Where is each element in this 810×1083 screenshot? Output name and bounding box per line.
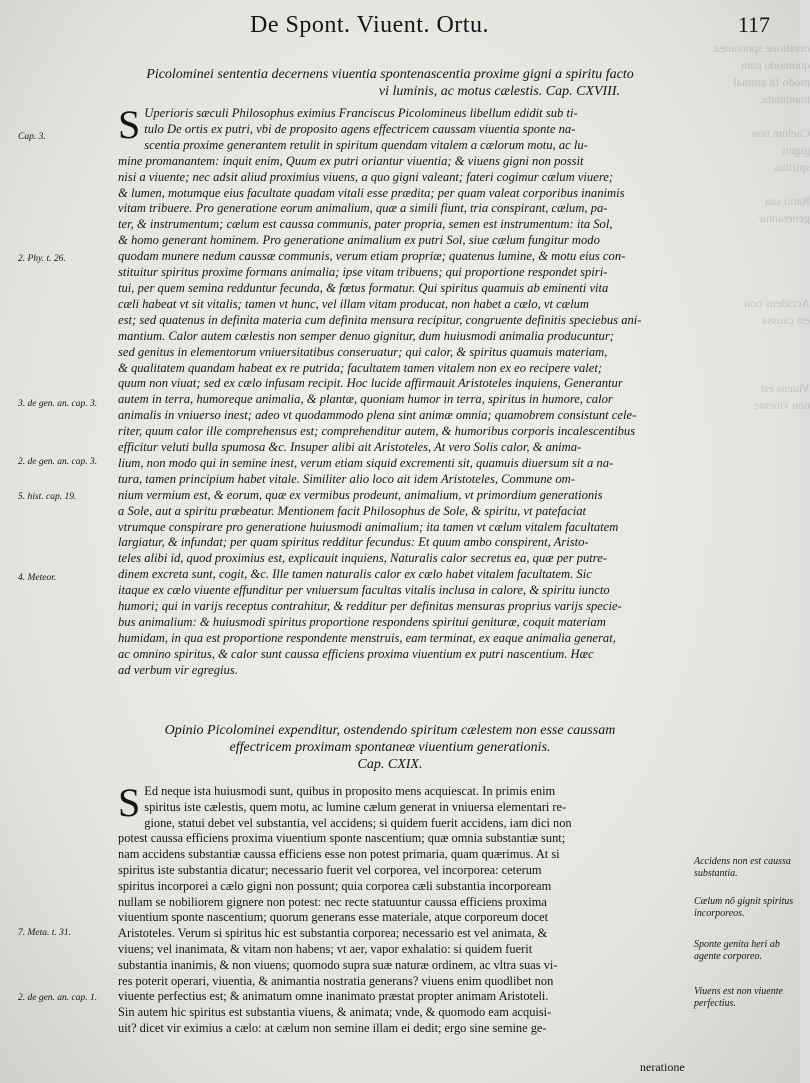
text-line: cæli habeat vt sit vitalis; tamen vt hunc, vel illam vitam producat, non habet a cælo, vt cælum	[118, 296, 590, 311]
margin-note: Accidens non est caussa substantia.	[694, 856, 791, 879]
text-line: Ed neque ista huiusmodi sunt, quibus in proposito mens acquiescat. In primis enim	[144, 784, 556, 798]
text-line: uit? dicet vir eximius a cælo: at cælum non semine illam ei dedit; ergo sine semine ge-	[118, 1020, 547, 1035]
show-through-line: generantur	[758, 211, 810, 225]
text-line: tui, per quem semina redduntur fecunda, & fœtus formatur. Qui spiritus quamuis ab eminenti vita	[118, 280, 609, 295]
margin-note: 2. de gen. an. cap. 1.	[18, 993, 98, 1003]
text-line: Uperioris sæculi Philosophus eximius Franciscus Picolomineus libellum edidit sub ti-	[144, 106, 578, 120]
text-line: autem in terra, humoreque animalia, & plantæ, quoniam humor in terra, spiritus in humore, calor	[118, 392, 613, 407]
show-through-line	[690, 227, 810, 244]
text-line: lium, non modo qui in semine inest, verum etiam siquid excrementi sit, quamuis diuersum sit a na-	[118, 455, 614, 470]
text-line: mantium. Calor autem cælestis non semper denuo gignitur, dum huiusmodi animalia producuntur;	[118, 328, 614, 343]
show-through-text	[690, 0, 810, 1083]
show-through-line: Accidens non	[744, 296, 810, 310]
text-line: mine promanantem: inquit enim, Quum ex putri oriantur viuentia; & viuens gigni non possit	[118, 153, 584, 168]
text-line: substantia inanimis, & non viuens; quomodo supra suæ naturæ ordinem, ac vltra suas vi-	[118, 957, 558, 972]
show-through-line: neratione spontanea.	[711, 41, 810, 55]
show-through-line: Ratio sua	[765, 194, 810, 208]
text-line: & qualitatem quandam habeat ex re putrida; facultatem tamen vitalem non ex eo recipere valet;	[118, 360, 603, 375]
text-line: scentia proxime generantem retulit in spiritum quendam vitalem a cælorum motu, ac lu-	[144, 137, 588, 152]
text-line: viuentium sponte nascentium; quorum generans esse materiale, atque corporeum docet	[118, 910, 549, 925]
text-line: Aristoteles. Verum si spiritus hic est substantia corporea; necessario est vel animata, &	[118, 926, 548, 941]
text-line: & lumen, motumque eius facultate quadam vitali esse prædita; per quam valeat corporibus inanimis	[118, 185, 625, 200]
text-line: & homo generant hominem. Pro generatione animalium ex putri Sol, siue cælum fungitur modo	[118, 233, 600, 248]
text-line: nium vermium est, & eorum, quæ ex vermibus prodeunt, animalium, vt primordium generationis	[118, 487, 603, 502]
margin-note: 5. hist. cap. 19.	[18, 492, 77, 502]
chapter-119-body	[118, 780, 684, 1037]
text-line: quum non viuat; sed ex cælo infusam recipit. Hoc lucide affirmauit Aristoteles inquiens, Generantur	[118, 376, 623, 391]
text-line: bus animalium: & huiusmodi spiritus proportione respondens spiritui genituræ, coquit materiam	[118, 615, 606, 629]
show-through-line	[690, 346, 810, 363]
margin-note: Viuens est non viuente perfectius.	[694, 986, 783, 1009]
text-line: tura, tamen principium habet vitale. Similiter alio loco ait idem Aristoteles, Commune om-	[118, 471, 575, 486]
text-line: a Sole, aut a spiritu præbeatur. Mentionem facit Philosophus de Sole, & spiritu, vt patefaciat	[118, 503, 587, 518]
text-line: sed genitus in elementorum vniuersitatibus conseruatur; qui calor, & spiritus quamuis materiam,	[118, 344, 608, 359]
text-line: riter, quum calor ille comprehensus est; comprehenditur autem, & humoribus corporis incalescentibus	[118, 424, 636, 439]
margin-note: 2. Phy. t. 26.	[18, 254, 66, 264]
show-through-line: modo fit animal	[733, 75, 810, 89]
chapter-number: Cap. CXIX.	[357, 757, 423, 772]
text-line: vtrumque conspirare pro generatione huiusmodi animalium; ita tamen vt cælum vitalem facultatem	[118, 519, 619, 534]
margin-note: Sponte genita heri ab agente corporeo.	[694, 939, 780, 962]
text-line: nam accidens substantiæ caussa efficiens esse non potest primaria, quam quærimus. At si	[118, 847, 560, 862]
chapter-heading-118	[120, 66, 660, 100]
text-line: spiritus incorporei a cælo gigni non possunt; quia corporea cæli substantia incorpoream	[118, 878, 552, 893]
show-through-line: Viuens est	[760, 381, 810, 395]
show-through-line	[690, 278, 810, 295]
text-line: humidam, in qua est proportione respondente menstruis, eam terminat, ex eaque animalia generat,	[118, 630, 616, 645]
running-title: De Spont. Viuent. Ortu.	[250, 12, 489, 38]
margin-note: Cælum nõ gignit spiritus incorporeos.	[694, 896, 794, 919]
text-line: est; sed quatenus in definita materia cum definita mensura recipitur, congruente definitis speciebus ani-	[118, 312, 642, 327]
chapter-heading-line-1: Opinio Picolominei expenditur, ostendendo spiritum cælestem non esse caussam	[164, 723, 616, 738]
chapter-heading-line-1: Picolominei sententia decernens viuentia spontenascentia proxime gigni a spiritu facto	[146, 67, 634, 82]
text-line: Sin autem hic spiritus est substantia viuens, & animata; vnde, & quomodo eam acquisi-	[118, 1005, 552, 1020]
show-through-line	[690, 108, 810, 125]
show-through-line	[690, 363, 810, 380]
text-line: ter, & instrumentum; cælum est caussa communis, pater propria, semen est instrumentum: ita Sol,	[118, 217, 613, 232]
show-through-line: inanimata.	[759, 92, 810, 106]
text-line: ac omnino spiritus, & calor sunt caussa efficiens proxima viuentium ex putri nascentium. Hæc	[118, 646, 594, 661]
page-header	[250, 12, 770, 42]
show-through-line	[690, 261, 810, 278]
text-line: efficitur veluti bulla spumosa &c. Insuper alibi ait Aristoteles, At vero Solis calor, & anima-	[118, 440, 582, 455]
text-line: stituitur spiritus proxime formans animalia; ipse vitam tribuens; qui proportione respondet spiri-	[118, 265, 608, 280]
chapter-heading-line-2: effectricem proximam spontaneæ viuentium generationis.	[229, 740, 551, 755]
catchword: neratione	[640, 1060, 685, 1074]
chapter-heading-119	[130, 722, 650, 773]
text-line: viuens; vel inanimata, & vitam non habens; vt aer, vapor exhalatio: si quidem fuerit	[118, 941, 533, 956]
text-line: animalis in vniuerso inest; adeo vt quodammodo plena sint animæ omnia; quamobrem consistunt cele-	[118, 408, 637, 423]
show-through-line: spiritus	[774, 160, 810, 174]
margin-note: 3. de gen. an. cap. 3.	[18, 399, 98, 409]
text-line: itaque ex cælo viuente effunditur per vniuersum facultas vitalis inclusa in calore, & spiritu iuncto	[118, 583, 610, 598]
text-line: gione, statui debet vel substantia, vel accidens; si quidem fuerit accidens, iam dici non	[144, 815, 572, 830]
chapter-118-body	[118, 102, 684, 679]
margin-note: 4. Meteor.	[18, 573, 57, 583]
show-through-line: Caelum non	[751, 126, 810, 140]
chapter-number: Cap. CXVIII.	[545, 84, 620, 99]
drop-cap: S	[118, 102, 141, 147]
margin-note: 2. de gen. an. cap. 3.	[18, 457, 98, 467]
show-through-line: non viuente	[753, 398, 810, 412]
chapter-heading-line-2: vi luminis, ac motus cælestis.	[378, 84, 543, 99]
text-line: viuente perfectius est; & animatum omne inanimato præstat propter animam Aristoteli.	[118, 989, 549, 1004]
text-line: humori; qui in varijs receptus contrahitur, & redditur per definitas mensuras proprius varijs specie-	[118, 599, 622, 614]
text-line: res poterit operari, viuentia, & animantia nostratia generans? viuens enim quodlibet non	[118, 973, 554, 988]
text-line: largiatur, & infundat; per quam spiritus redditur fecundus: Et quum ambo conspirent, Aristo-	[118, 535, 589, 550]
text-line: spiritus iste substantia dicatur; necessario fuerit vel corporea, vel incorporea: ceterum	[118, 862, 542, 877]
drop-cap: S	[118, 780, 141, 825]
text-line: tulo De ortis ex putri, vbi de proposito agens effectricem caussam viuentia sponte na-	[144, 121, 576, 136]
text-line: spiritus iste cælestis, quem motu, ac lumine cælum generat in vniuersa elementari re-	[144, 799, 567, 814]
show-through-line: gignit	[781, 143, 810, 157]
show-through-line	[690, 244, 810, 261]
text-line: teles alibi id, quod proximius est, explicauit inquiens, Naturalis calor secretus ea, quæ per putre-	[118, 551, 608, 566]
text-line: vitam tribuere. Pro generatione eorum animalium, quæ a simili fiunt, tria conspirant, cælum, pa-	[118, 201, 608, 216]
text-line: ad verbum vir egregius.	[118, 662, 238, 677]
show-through-line	[690, 176, 810, 193]
text-line: quodam munere nedum caussæ communis, verum etiam propriæ; quatenus lumine, & motu eius con-	[118, 249, 626, 264]
margin-note: Cap. 3.	[18, 132, 46, 142]
text-line: dinem excreta sunt, cogit, &c. Ille tamen naturalis calor ex cælo habet vitalem facultatem. Sic	[118, 567, 592, 582]
show-through-line: quomodo nam	[741, 58, 810, 72]
text-line: nullam se nobiliorem gignere non potest: nec recte statuuntur caussa efficiens proxima	[118, 894, 547, 909]
show-through-line	[690, 329, 810, 346]
page-number: 117	[737, 12, 770, 37]
margin-note: 7. Meta. t. 31.	[18, 928, 72, 938]
text-line: potest caussa efficiens proxima viuentium sponte nascentium; quæ omnia substantiæ sunt;	[118, 831, 566, 846]
show-through-line: est caussa	[762, 313, 810, 327]
text-line: nisi a viuente; nec adsit aliud proximius viuens, a quo gigni valeant; fateri cogimur cælum viuere;	[118, 169, 614, 184]
